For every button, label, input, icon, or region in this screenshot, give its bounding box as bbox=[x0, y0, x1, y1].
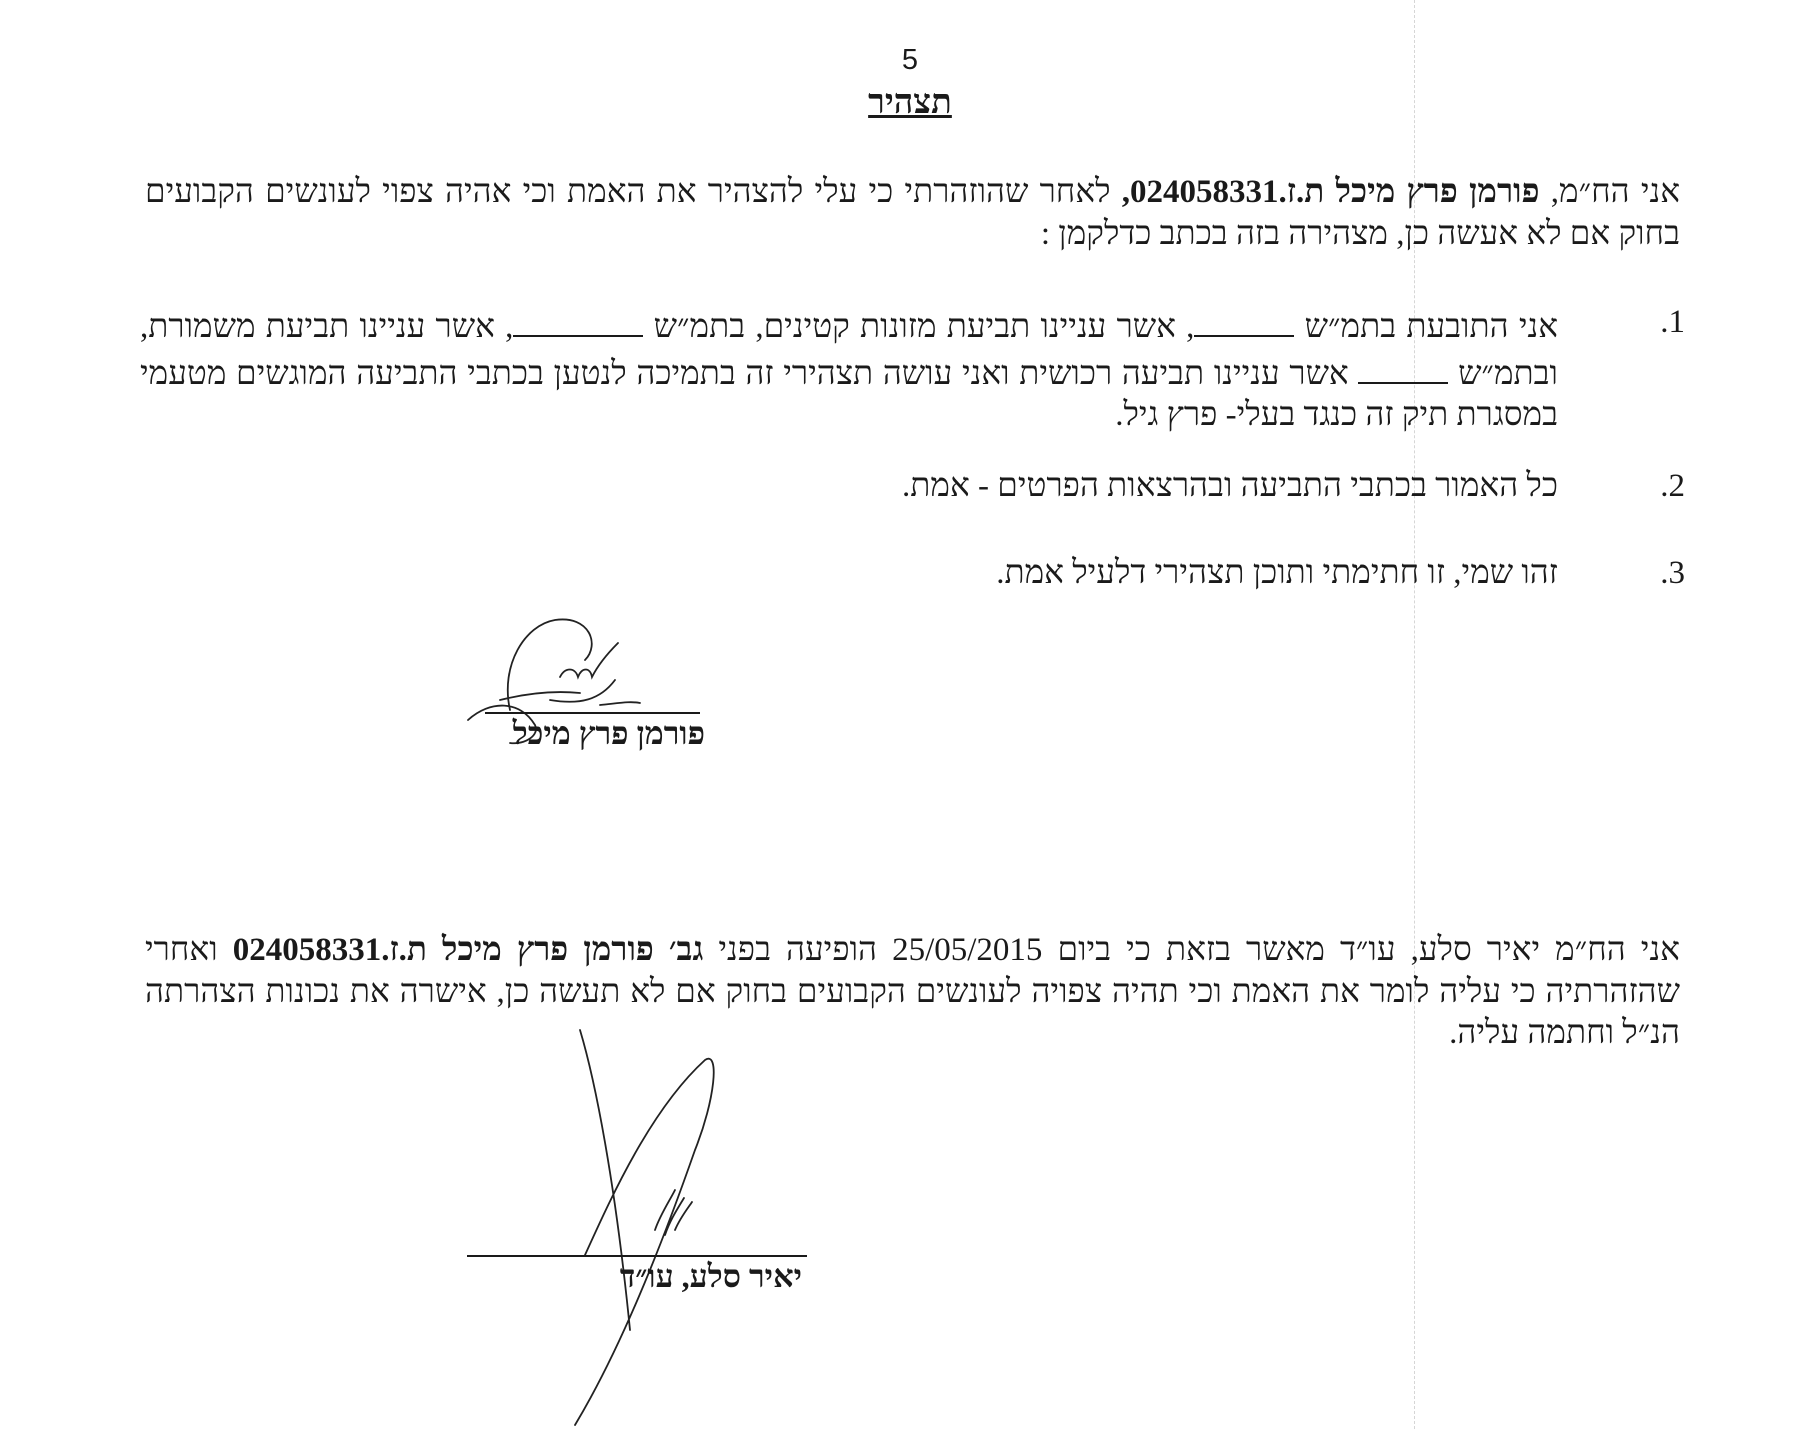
clause-1-part-d: אשר עניינו תביעה רכושית ואני עושה תצהירי זה בתמיכה לנטען בכתבי התביעה המוגשים מטעמי במסגרת תיק זה כנגד בעלי- פרץ גיל. bbox=[140, 355, 1558, 434]
clause-text: זהו שמי, זו חתימתי ותוכן תצהירי דלעיל אמת. bbox=[996, 555, 1558, 591]
blank-field-case-1 bbox=[1194, 302, 1294, 337]
attestation-name-id: גב׳ פורמן פרץ מיכל ת.ז.024058331 bbox=[232, 932, 704, 968]
intro-lead: אני הח״מ, bbox=[1539, 174, 1681, 210]
clause-1 bbox=[140, 302, 1685, 432]
document-title: תצהיר bbox=[868, 84, 952, 121]
clause-text bbox=[140, 302, 1558, 437]
intro-rest: לאחר שהוזהרתי כי עלי להצהיר את האמת וכי אהיה צפוי לעונשים הקבועים בחוק אם לא אעשה כן, מצהירה בזה בכתב כדלקמן : bbox=[145, 174, 1680, 252]
clause-number: .2 bbox=[1660, 468, 1685, 504]
clause-3 bbox=[140, 553, 1685, 603]
intro-paragraph bbox=[145, 172, 1680, 255]
blank-field-case-2 bbox=[513, 302, 643, 337]
signature-line bbox=[467, 1255, 807, 1257]
declarant-name: פורמן פרץ מיכל bbox=[512, 715, 705, 751]
declarant-signature-block bbox=[440, 605, 740, 765]
intro-name-id: פורמן פרץ מיכל ת.ז.024058331, bbox=[1121, 174, 1540, 210]
clause-1-part-a: אני התובעת בתמ״ש bbox=[1294, 309, 1559, 345]
clause-text: כל האמור בכתבי התביעה ובהרצאות הפרטים - אמת. bbox=[902, 468, 1558, 504]
blank-field-case-3 bbox=[1358, 349, 1448, 384]
clause-1-part-b: , אשר עניינו תביעת מזונות קטינים, בתמ״ש bbox=[643, 309, 1195, 345]
attestation-lead: אני הח״מ יאיר סלע, עו״ד מאשר בזאת כי ביום 25/05/2015 הופיעה בפני bbox=[703, 932, 1680, 968]
attestation-rest: ואחרי שהזהרתיה כי עליה לומר את האמת וכי תהיה צפויה לעונשים הקבועים בחוק אם לא תעשה כן, אישרה את נכונות הצהרתה הנ״ל וחתמה עליה. bbox=[145, 932, 1680, 1052]
lawyer-signature-block bbox=[460, 1030, 820, 1430]
clause-2 bbox=[140, 466, 1685, 516]
signature-line bbox=[485, 712, 700, 714]
lawyer-name: יאיר סלע, עו״ד bbox=[619, 1258, 802, 1294]
clause-number: .3 bbox=[1660, 555, 1685, 591]
attestation-paragraph bbox=[145, 930, 1680, 1055]
page-number: 5 bbox=[901, 44, 919, 76]
handwritten-signature-lawyer bbox=[460, 1030, 820, 1430]
clause-1-part-c: , אשר עניינו תביעת משמורת, ובתמ״ש bbox=[140, 309, 1559, 392]
clause-number: .1 bbox=[1660, 304, 1685, 340]
